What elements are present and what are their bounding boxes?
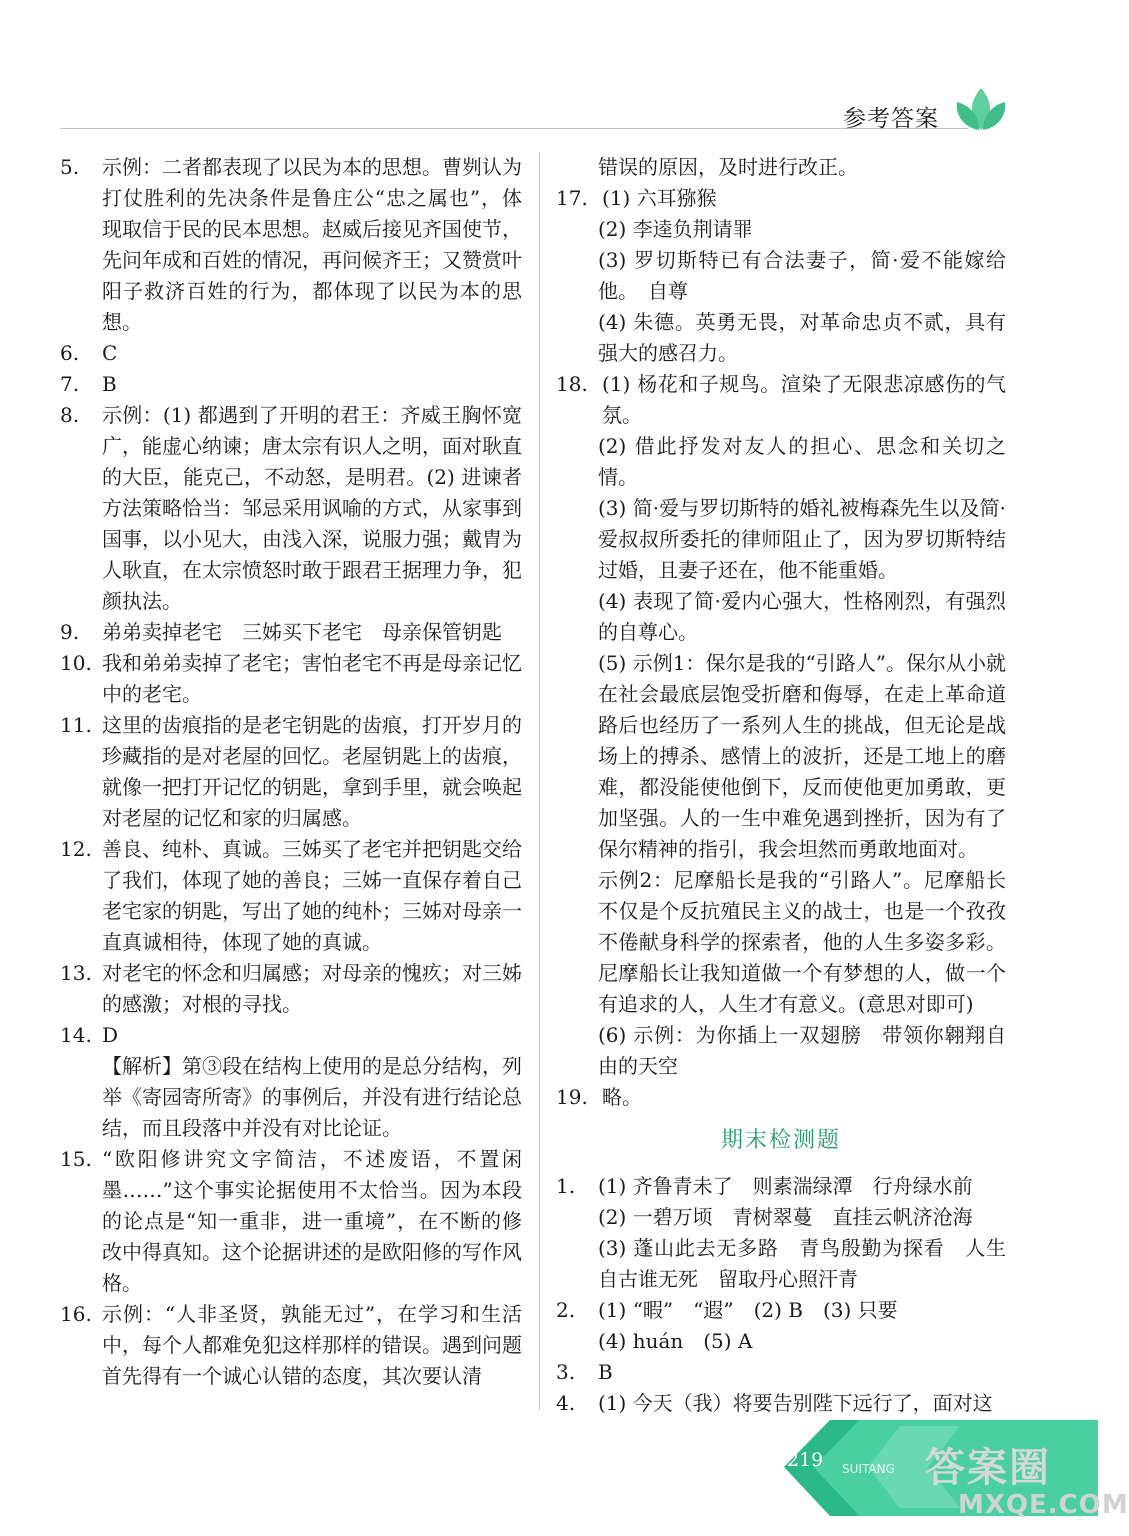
- item-number: 1.: [556, 1174, 576, 1198]
- item-text: 示例：(1) 都遇到了开明的君王：齐威王胸怀宽广，能虚心纳谏；唐太宗有识人之明，面对耿直的大臣，能克己，不动怒，是明君。(2) 进谏者方法策略恰当：邹忌采用讽喻的方式，从家事到国事，以小见大，由浅入深，说服力强；戴胄为人耿直，在太宗愤怒时敢于跟君王据理力争，犯颜执法。: [102, 403, 522, 613]
- answer-18: [556, 369, 1006, 431]
- item-number: 10.: [60, 651, 92, 675]
- answer-10: [60, 648, 522, 710]
- item-number: 9.: [60, 620, 80, 644]
- item-text: 这里的齿痕指的是老宅钥匙的齿痕，打开岁月的珍藏指的是对老屋的回忆。老屋钥匙上的齿痕，就像一把打开记忆的钥匙，拿到手里，就会唤起对老屋的记忆和家的归属感。: [102, 713, 522, 830]
- answer-18-5-example-2: 示例2：尼摩船长是我的“引路人”。尼摩船长不仅是个反抗殖民主义的战士，也是一个孜孜不倦献身科学的探索者，他的人生多姿多彩。尼摩船长让我知道做一个有梦想的人，做一个有追求的人，人生才有意义。(意思对即可): [598, 868, 1006, 1016]
- item-text: 善良、纯朴、真诚。三姊买了老宅并把钥匙交给了我们，体现了她的善良；三姊一直保存着自己老宅家的钥匙，写出了她的纯朴；三姊对母亲一直真诚相待，体现了她的真诚。: [102, 837, 522, 954]
- item-number: 15.: [60, 1147, 92, 1171]
- answer-14-analysis: 【解析】第③段在结构上使用的是总分结构，列举《寄园寄所寄》的事例后，并没有进行结论总结，而且段落中并没有对比论证。: [102, 1054, 522, 1140]
- answer-16-continued: 错误的原因，及时进行改正。: [598, 155, 858, 179]
- answer-7: [60, 369, 522, 400]
- column-divider: [539, 152, 540, 1410]
- answer-15: [60, 1144, 522, 1299]
- item-number: 11.: [60, 713, 92, 737]
- final-1-2: (2) 一碧万顷 青树翠蔓 直挂云帆济沧海: [598, 1205, 973, 1229]
- item-text: 弟弟卖掉老宅 三姊买下老宅 母亲保管钥匙: [102, 620, 502, 644]
- left-column: [60, 152, 522, 1392]
- item-number: 4.: [556, 1391, 576, 1415]
- item-text: (1) 齐鲁青未了 则素湍绿潭 行舟绿水前: [598, 1174, 973, 1198]
- page-number: 219: [787, 1449, 824, 1471]
- item-number: 6.: [60, 341, 80, 365]
- answer-6: [60, 338, 522, 369]
- answer-5: [60, 152, 522, 338]
- item-number: 17.: [556, 186, 588, 210]
- item-number: 14.: [60, 1023, 92, 1047]
- final-3: [556, 1357, 1006, 1388]
- answer-11: [60, 710, 522, 834]
- watermark-url: MXQE.COM: [958, 1490, 1129, 1520]
- answer-12: [60, 834, 522, 958]
- answer-17-4: (4) 朱德。英勇无畏，对革命忠贞不贰，具有强大的感召力。: [598, 310, 1006, 365]
- item-number: 19.: [556, 1085, 588, 1109]
- item-number: 13.: [60, 961, 92, 985]
- header-rule: [60, 128, 968, 129]
- section-title: 期末检测题: [720, 1128, 841, 1153]
- brand-text: SUITANG: [842, 1462, 895, 1476]
- item-text: (1) 六耳猕猴: [602, 186, 717, 210]
- item-text: 我和弟弟卖掉了老宅；害怕老宅不再是母亲记忆中的老宅。: [102, 651, 522, 706]
- answer-8: [60, 400, 522, 617]
- item-number: 16.: [60, 1302, 92, 1326]
- answer-17-2: (2) 李逵负荆请罪: [598, 217, 753, 241]
- item-text: (1) “暇” “遐” (2) B (3) 只要: [598, 1298, 898, 1322]
- item-number: 2.: [556, 1298, 576, 1322]
- item-text: 示例：“人非圣贤，孰能无过”，在学习和生活中，每个人都难免犯这样那样的错误。遇到问题首先得有一个诚心认错的态度，其次要认清: [102, 1302, 522, 1388]
- answer-18-3: (3) 简·爱与罗切斯特的婚礼被梅森先生以及简·爱叔叔所委托的律师阻止了，因为罗切斯特结过婚，且妻子还在，他不能重婚。: [598, 496, 1006, 582]
- item-text: (1) 今天（我）将要告别陛下远行了，面对这: [598, 1391, 993, 1415]
- answer-16: [60, 1299, 522, 1392]
- final-1-3: (3) 蓬山此去无多路 青鸟殷勤为探看 人生自古谁无死 留取丹心照汗青: [598, 1236, 1006, 1291]
- answer-19: [556, 1082, 1006, 1113]
- right-column: [556, 152, 1006, 1419]
- item-number: 5.: [60, 155, 80, 179]
- final-1: [556, 1171, 1006, 1202]
- answer-18-2: (2) 借此抒发对友人的担心、思念和关切之情。: [598, 434, 1006, 489]
- answer-9: [60, 617, 522, 648]
- leaf-logo-icon: [953, 84, 1009, 134]
- item-number: 18.: [556, 372, 588, 396]
- answer-18-4: (4) 表现了简·爱内心强大，性格刚烈，有强烈的自尊心。: [598, 589, 1006, 644]
- item-text: “欧阳修讲究文字简洁，不述废语，不置闲墨……”这个事实论据使用不太恰当。因为本段的论点是“知一重非，进一重境”，在不断的修改中得真知。这个论据讲述的是欧阳修的写作风格。: [102, 1147, 522, 1295]
- watermark-text: 答案圈: [925, 1445, 1051, 1491]
- answer-17-3: (3) 罗切斯特已有合法妻子，简·爱不能嫁给他。 自尊: [598, 248, 1006, 303]
- item-text: 示例：二者都表现了以民为本的思想。曹刿认为打仗胜利的先决条件是鲁庄公“忠之属也”，体现取信于民的民本思想。赵威后接见齐国使节，先问年成和百姓的情况，再问候齐王；又赞赏叶阳子救济百姓的行为，都体现了以民为本的思想。: [102, 155, 522, 334]
- item-text: 对老宅的怀念和归属感；对母亲的愧疚；对三姊的感激；对根的寻找。: [102, 961, 522, 1016]
- item-number: 12.: [60, 837, 92, 861]
- answer-14: [60, 1020, 522, 1051]
- final-2: [556, 1295, 1006, 1326]
- item-text: 略。: [602, 1085, 642, 1109]
- item-number: 8.: [60, 403, 80, 427]
- answer-17: [556, 183, 1006, 214]
- header-label: 参考答案: [843, 106, 939, 132]
- answer-13: [60, 958, 522, 1020]
- item-text: B: [102, 372, 117, 396]
- item-text: B: [598, 1360, 613, 1384]
- answer-18-6: (6) 示例：为你插上一双翅膀 带领你翱翔自由的天空: [598, 1023, 1006, 1078]
- item-text: (1) 杨花和子规鸟。渲染了无限悲凉感伤的气氛。: [602, 372, 1006, 427]
- item-number: 3.: [556, 1360, 576, 1384]
- item-number: 7.: [60, 372, 80, 396]
- item-text: C: [102, 341, 118, 365]
- final-2-4: (4) huán (5) A: [598, 1329, 753, 1353]
- item-text: D: [102, 1023, 119, 1047]
- answer-18-5: (5) 示例1：保尔是我的“引路人”。保尔从小就在社会最底层饱受折磨和侮辱，在走上革命道路后也经历了一系列人生的挑战，但无论是战场上的搏杀、感情上的波折，还是工地上的磨难，都没能使他倒下，反而使他更加勇敢，更加坚强。人的一生中难免遇到挫折，因为有了保尔精神的指引，我会坦然而勇敢地面对。: [598, 651, 1006, 861]
